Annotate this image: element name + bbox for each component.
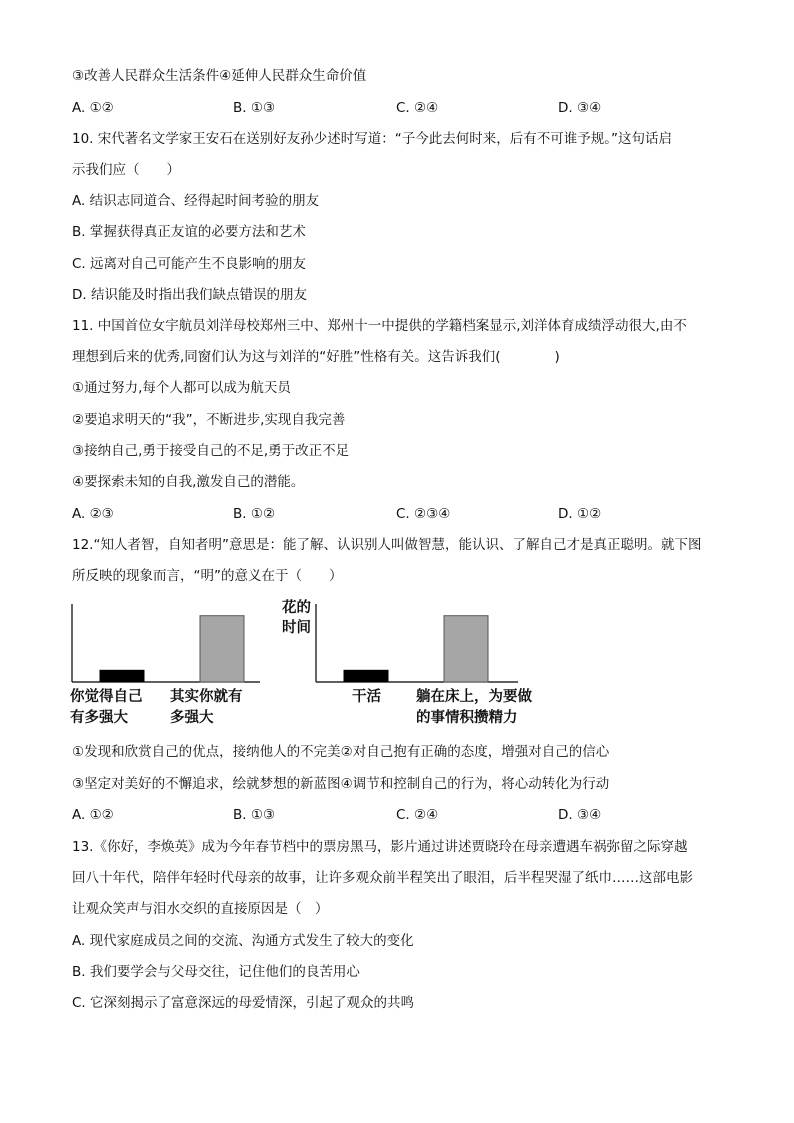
- q11-stem-line2: 理想到后来的优秀,同窗们认为这与刘洋的“好胜”性格有关。这告诉我们( ): [72, 349, 560, 365]
- chart2-category-label-2-line2: 的事情积攒精力: [416, 710, 518, 726]
- q11-item-3: ③接纳自己,勇于接受自己的不足,勇于改正不足: [72, 443, 350, 459]
- q12-option-a: A. ①②: [72, 807, 114, 823]
- q10-option-a: A. 结识志同道合、经得起时间考验的朋友: [72, 193, 320, 209]
- q10-stem-line2: 示我们应（ ）: [72, 162, 180, 178]
- q13-option-b: B. 我们要学会与父母交往，记住他们的良苦用心: [72, 964, 360, 980]
- q11-option-a: A. ②③: [72, 506, 114, 522]
- chart1-category-label-2-line1: 其实你就有: [170, 689, 243, 705]
- chart2-bar-2: [444, 616, 488, 682]
- chart2-y-label-line2: 时间: [282, 620, 311, 636]
- q10-option-b: B. 掌握获得真正友谊的必要方法和艺术: [72, 224, 306, 240]
- q9-option-d: D. ③④: [558, 100, 602, 116]
- q10-option-c: C. 远离对自己可能产生不良影响的朋友: [72, 256, 307, 272]
- q9-option-c: C. ②④: [396, 100, 439, 116]
- q11-item-2: ②要追求明天的“我”，不断进步,实现自我完善: [72, 412, 346, 428]
- chart1-category-label-1-line1: 你觉得自己: [70, 689, 143, 705]
- q9-option-b: B. ①③: [233, 100, 276, 116]
- chart1-bar-2: [200, 616, 244, 682]
- q9-items-line: ③改善人民群众生活条件④延伸人民群众生命价值: [72, 68, 367, 84]
- chart2-category-label-2-line1: 躺在床上，为要做: [416, 689, 532, 705]
- q12-option-c: C. ②④: [396, 807, 439, 823]
- q11-option-c: C. ②③④: [396, 506, 451, 522]
- q11-stem-line1: 11. 中国首位女宇航员刘洋母校郑州三中、郑州十一中提供的学籍档案显示,刘洋体育成绩浮动很大,由不: [72, 318, 687, 334]
- q13-option-a: A. 现代家庭成员之间的交流、沟通方式发生了较大的变化: [72, 933, 414, 949]
- chart2-y-label-line1: 花的: [282, 600, 311, 616]
- q12-option-d: D. ③④: [558, 807, 602, 823]
- chart1-category-label-2-line2: 多强大: [170, 710, 214, 726]
- q11-item-4: ④要探索未知的自我,激发自己的潜能。: [72, 474, 305, 490]
- q12-items-line1: ①发现和欣赏自己的优点，接纳他人的不完美②对自己抱有正确的态度，增强对自己的信心: [72, 744, 610, 760]
- chart2-category-label-1-line1: 干活: [352, 689, 381, 705]
- q13-stem-line1: 13.《你好，李焕英》成为今年春节档中的票房黑马，影片通过讲述贾晓玲在母亲遭遇车祸弥留之际穿越: [72, 839, 688, 855]
- q12-stem-line2: 所反映的现象而言，“明”的意义在于（ ）: [72, 568, 343, 584]
- comparison-figure: [60, 596, 560, 730]
- chart1-bar-1: [100, 670, 144, 682]
- chart2-bar-1: [344, 670, 388, 682]
- q10-stem-line1: 10. 宋代著名文学家王安石在送别好友孙少述时写道：“子今此去何时来，后有不可谁予规。”这句话启: [72, 131, 672, 147]
- q12-stem-line1: 12.“知人者智，自知者明”意思是：能了解、认识别人叫做智慧，能认识、了解自己才是真正聪明。就下图: [72, 537, 702, 553]
- q11-option-d: D. ①②: [558, 506, 602, 522]
- q13-stem-line2: 回八十年代，陪伴年轻时代母亲的故事，让许多观众前半程笑出了眼泪，后半程哭湿了纸巾……这部电影: [72, 870, 693, 886]
- q11-option-b: B. ①②: [233, 506, 276, 522]
- chart1-category-label-1-line2: 有多强大: [70, 710, 128, 726]
- q12-option-b: B. ①③: [233, 807, 276, 823]
- q13-stem-line3: 让观众笑声与泪水交织的直接原因是（ ）: [72, 901, 329, 917]
- q9-option-a: A. ①②: [72, 100, 114, 116]
- q13-option-c: C. 它深刻揭示了富意深远的母爱情深，引起了观众的共鸣: [72, 995, 415, 1011]
- q12-items-line2: ③坚定对美好的不懈追求，绘就梦想的新蓝图④调节和控制自己的行为，将心动转化为行动: [72, 776, 610, 792]
- q11-item-1: ①通过努力,每个人都可以成为航天员: [72, 380, 291, 396]
- q10-option-d: D. 结识能及时指出我们缺点错误的朋友: [72, 287, 307, 303]
